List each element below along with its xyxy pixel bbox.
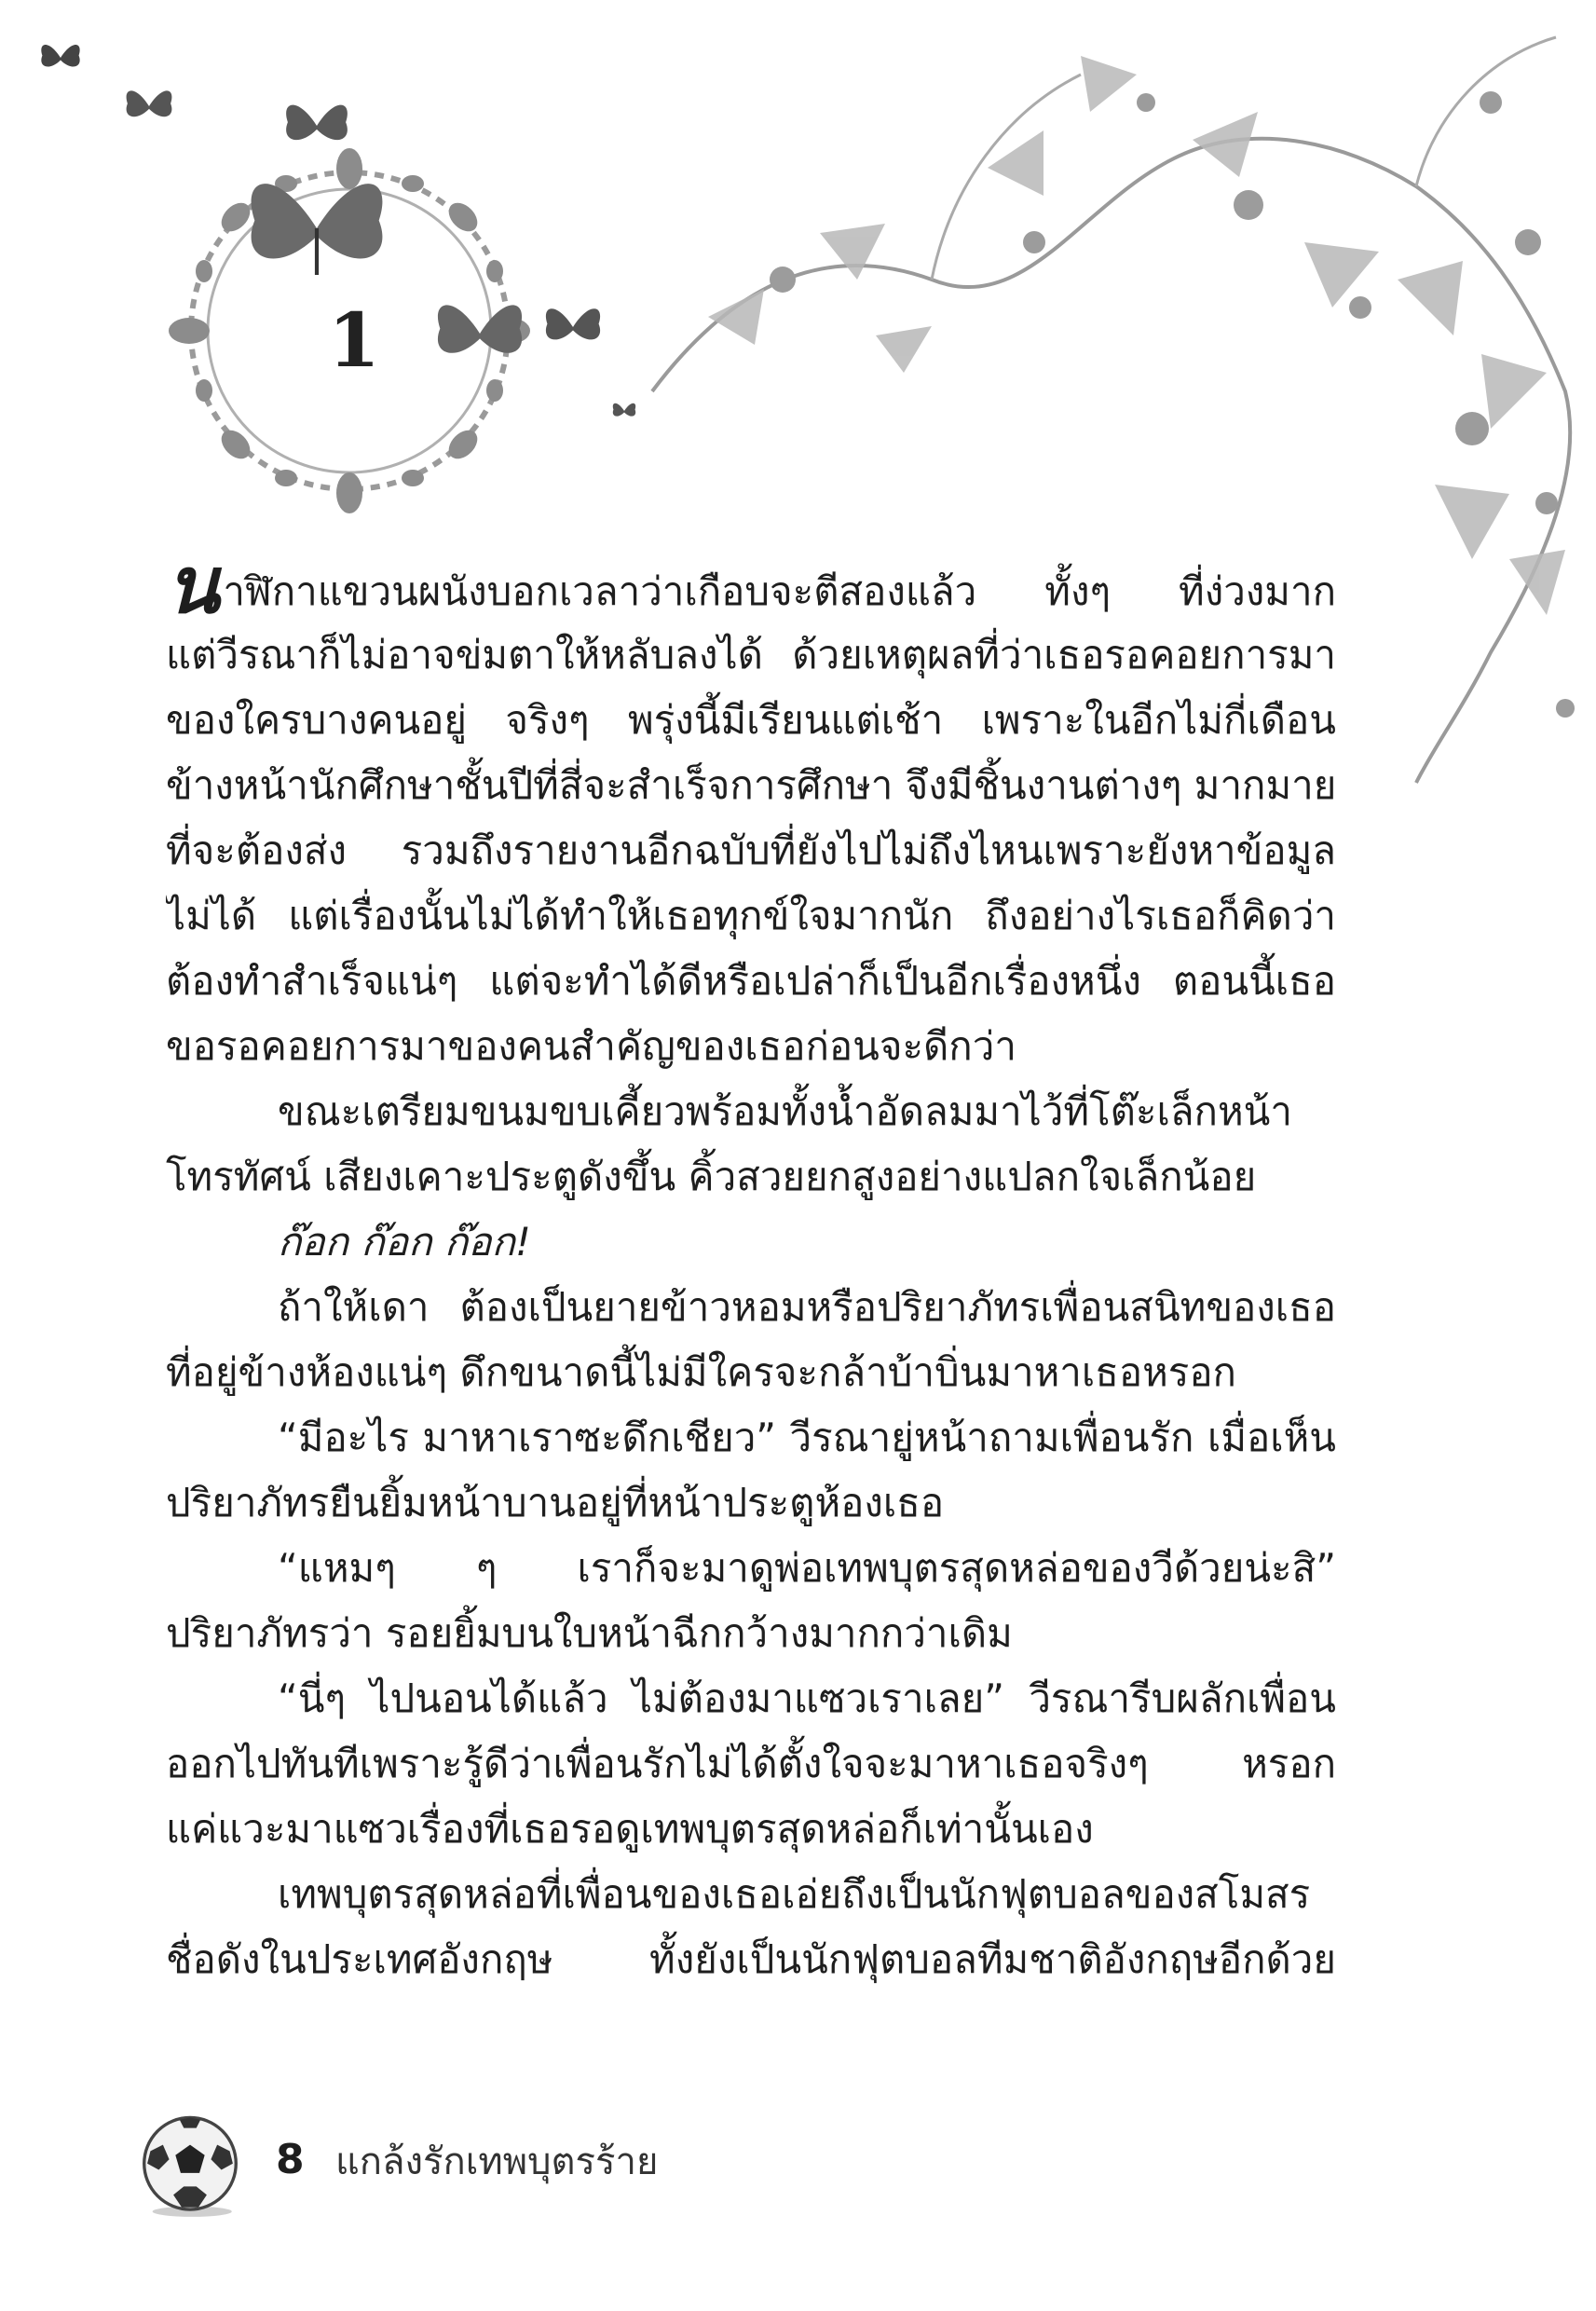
soccer-ball-icon	[138, 2113, 242, 2218]
text-line: “มีอะไร มาหาเราซะดึกเชียว” วีรณายู่หน้าถามเพื่อนรัก เมื่อเห็น	[278, 1415, 1336, 1460]
text-line: ขอรอคอยการมาของคนสำคัญของเธอก่อนจะดีกว่า	[166, 1023, 1016, 1069]
chapter-number: 1	[328, 296, 380, 384]
text-line: ไม่ได้ แต่เรื่องนั้นไม่ได้ทำให้เธอทุกข์ใจมากนัก ถึงอย่างไรเธอก็คิดว่า	[166, 893, 1336, 938]
text-line: ปริยาภัทรว่า รอยยิ้มบนใบหน้าฉีกกว้างมากกว่าเดิม	[166, 1610, 1013, 1656]
text-line: ที่จะต้องส่ง รวมถึงรายงานอีกฉบับที่ยังไปไม่ถึงไหนเพราะยังหาข้อมูล	[166, 827, 1336, 873]
text-line: เทพบุตรสุดหล่อที่เพื่อนของเธอเอ่ยถึงเป็นนักฟุตบอลของสโมสร	[278, 1871, 1311, 1917]
text-line: “นี่ๆ ไปนอนได้แล้ว ไม่ต้องมาแซวเราเลย” วีรณารีบผลักเพื่อน	[278, 1675, 1336, 1721]
book-title: แกล้งรักเทพบุตรร้าย	[335, 2140, 659, 2183]
drop-cap: น	[166, 557, 220, 622]
text-line: โทรทัศน์ เสียงเคาะประตูดังขึ้น คิ้วสวยยกสูงอย่างแปลกใจเล็กน้อย	[166, 1154, 1257, 1199]
text-line: ขณะเตรียมขนมขบเคี้ยวพร้อมทั้งน้ำอัดลมมาไว้ที่โต๊ะเล็กหน้า	[278, 1088, 1292, 1134]
text-line: ที่อยู่ข้างห้องแน่ๆ ดึกขนาดนี้ไม่มีใครจะกล้าบ้าบิ่นมาหาเธอหรอก	[166, 1349, 1236, 1395]
sound-effect-line: ก๊อก ก๊อก ก๊อก!	[278, 1219, 531, 1265]
text-line: “แหมๆ ๆ เราก็จะมาดูพ่อเทพบุตรสุดหล่อของวีด้วยน่ะสิ”	[278, 1545, 1336, 1591]
text-line: ออกไปทันทีเพราะรู้ดีว่าเพื่อนรักไม่ได้ตั้งใจจะมาหาเธอจริงๆ หรอก	[166, 1741, 1336, 1786]
text-line: แค่แวะมาแซวเรื่องที่เธอรอดูเทพบุตรสุดหล่อก็เท่านั้นเอง	[166, 1806, 1094, 1852]
butterfly-icon	[233, 158, 401, 298]
text-line: ชื่อดังในประเทศอังกฤษ ทั้งยังเป็นนักฟุตบอลทีมชาติอังกฤษอีกด้วย	[166, 1936, 1336, 1982]
page-number: 8	[276, 2136, 305, 2183]
text-line: ถ้าให้เดา ต้องเป็นยายข้าวหอมหรือปริยาภัทรเพื่อนสนิทของเธอ	[278, 1284, 1336, 1330]
text-line: ของใครบางคนอยู่ จริงๆ พรุ่งนี้มีเรียนแต่เช้า เพราะในอีกไม่กี่เดือน	[166, 697, 1336, 743]
butterfly-icon	[37, 37, 84, 78]
text-line: แต่วีรณาก็ไม่อาจข่มตาให้หลับลงได้ ด้วยเหตุผลที่ว่าเธอรอคอยการมา	[166, 632, 1336, 677]
butterfly-icon	[280, 93, 354, 158]
text-line: ต้องทำสำเร็จแน่ๆ แต่จะทำได้ดีหรือเปล่าก็เป็นอีกเรื่องหนึ่ง ตอนนี้เธอ	[166, 958, 1336, 1004]
butterfly-icon	[121, 82, 177, 130]
butterfly-icon	[429, 289, 531, 378]
text-line: นาฬิกาแขวนผนังบอกเวลาว่าเกือบจะตีสองแล้ว ทั้งๆ ที่ง่วงมาก	[166, 557, 1336, 622]
text-line: ปริยาภัทรยืนยิ้มหน้าบานอยู่ที่หน้าประตูห้องเธอ	[166, 1480, 945, 1525]
text-line: ข้างหน้านักศึกษาชั้นปีที่สี่จะสำเร็จการศึกษา จึงมีชิ้นงานต่างๆ มากมาย	[166, 762, 1336, 808]
